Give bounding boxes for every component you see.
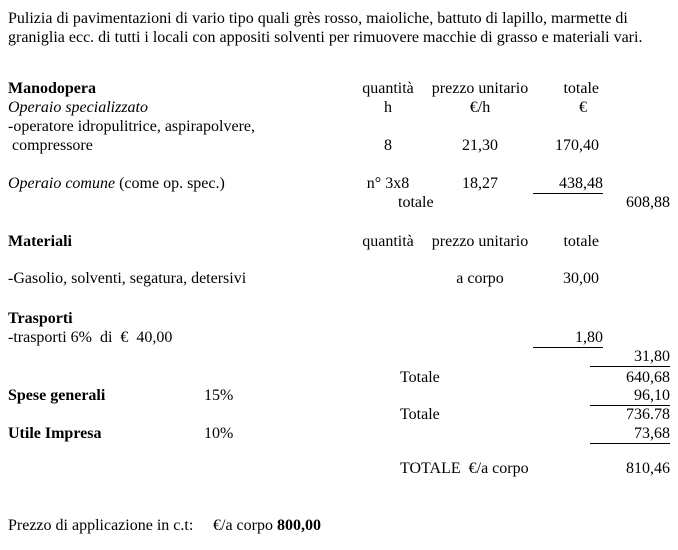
totale1-row [0,369,678,388]
work-description [8,9,642,47]
unit-hours: h [384,99,392,116]
utile-impresa-value: 73,68 [590,425,670,444]
manodopera-heading: Manodopera [8,80,96,97]
operaio-comune-label-note: (come op. spec.) [115,175,225,192]
spese-generali-label: Spese generali [8,387,106,404]
materiali-column-quantita: quantità [362,233,414,250]
manodopera-header-row [0,80,678,99]
operaio-comune-label-italic: Operaio comune [8,175,116,192]
operatore-values-row [0,137,678,156]
totale2-label: Totale [400,406,440,423]
prezzo-applicazione-value: 800,00 [277,517,321,534]
operatore-desc-row1 [0,118,678,137]
spese-generali-percent: 15% [204,387,234,404]
prezzo-applicazione-label: Prezzo di applicazione in c.t: [8,517,194,534]
totale1-label: Totale [400,369,440,386]
operaio-comune-label [8,175,225,193]
prezzo-applicazione-row [0,517,678,536]
totale2-value: 736.78 [626,406,670,423]
spese-generali-value: 96,10 [590,387,670,406]
spese-generali-row [0,387,678,406]
materials-transport-sum: 31,80 [590,348,670,367]
totale2-row [0,406,678,425]
trasporti-values-row [0,329,678,348]
totale-finale-label: TOTALE €/a corpo [400,460,529,477]
gasolio-label: -Gasolio, solventi, segatura, detersivi [8,270,247,287]
trasporti-heading: Trasporti [8,310,73,327]
materiali-column-totale: totale [563,233,599,250]
column-header-quantita: quantità [362,80,414,97]
operatore-quantity: 8 [384,137,392,154]
totale-finale-value: 810,46 [626,460,670,477]
operatore-unit-price: 21,30 [462,137,498,154]
materiali-header-row [0,233,678,252]
operatore-desc-line1: -operatore idropulitrice, aspirapolvere, [8,118,255,135]
operaio-specializzato-label: Operaio specializzato [8,99,148,116]
gasolio-price-mode: a corpo [456,270,504,287]
unit-euro-per-hour: €/h [469,99,491,116]
manodopera-subtotal-row [0,194,678,213]
materiali-column-prezzo-unitario: prezzo unitario [431,233,529,250]
utile-impresa-row [0,425,678,444]
prezzo-applicazione-unit: €/a corpo [213,517,273,534]
operaio-comune-quantity: n° 3x8 [366,175,410,192]
operaio-comune-row [0,175,678,194]
manodopera-subtotal-value: 608,88 [626,194,670,211]
materials-transport-sum-row [0,348,678,367]
column-header-totale: totale [563,80,599,97]
operatore-total: 170,40 [555,137,599,154]
operaio-comune-total: 438,48 [533,175,603,194]
trasporti-header-row [0,310,678,329]
materiali-heading: Materiali [8,233,72,250]
operaio-comune-unit-price: 18,27 [462,175,498,192]
totale-finale-row [0,460,678,479]
gasolio-row [0,270,678,289]
unit-euro: € [579,99,587,116]
totale1-value: 640,68 [626,369,670,386]
work-description-line2: graniglia ecc. di tutti i locali con appositi solventi per rimuovere macchie di grasso e materiali vari. [8,29,643,46]
gasolio-total: 30,00 [563,270,599,287]
operatore-desc-line2: compressore [12,137,93,154]
utile-impresa-percent: 10% [204,425,234,442]
utile-impresa-label: Utile Impresa [8,425,102,442]
trasporti-total: 1,80 [533,329,603,348]
work-description-line1: Pulizia di pavimentazioni di vario tipo quali grès rosso, maioliche, battuto di lapillo, marmette di [8,10,628,27]
operaio-specializzato-row [0,99,678,118]
trasporti-label: -trasporti 6% di € 40,00 [8,329,173,346]
column-header-prezzo-unitario: prezzo unitario [431,80,529,97]
manodopera-subtotal-label: totale [398,194,434,211]
